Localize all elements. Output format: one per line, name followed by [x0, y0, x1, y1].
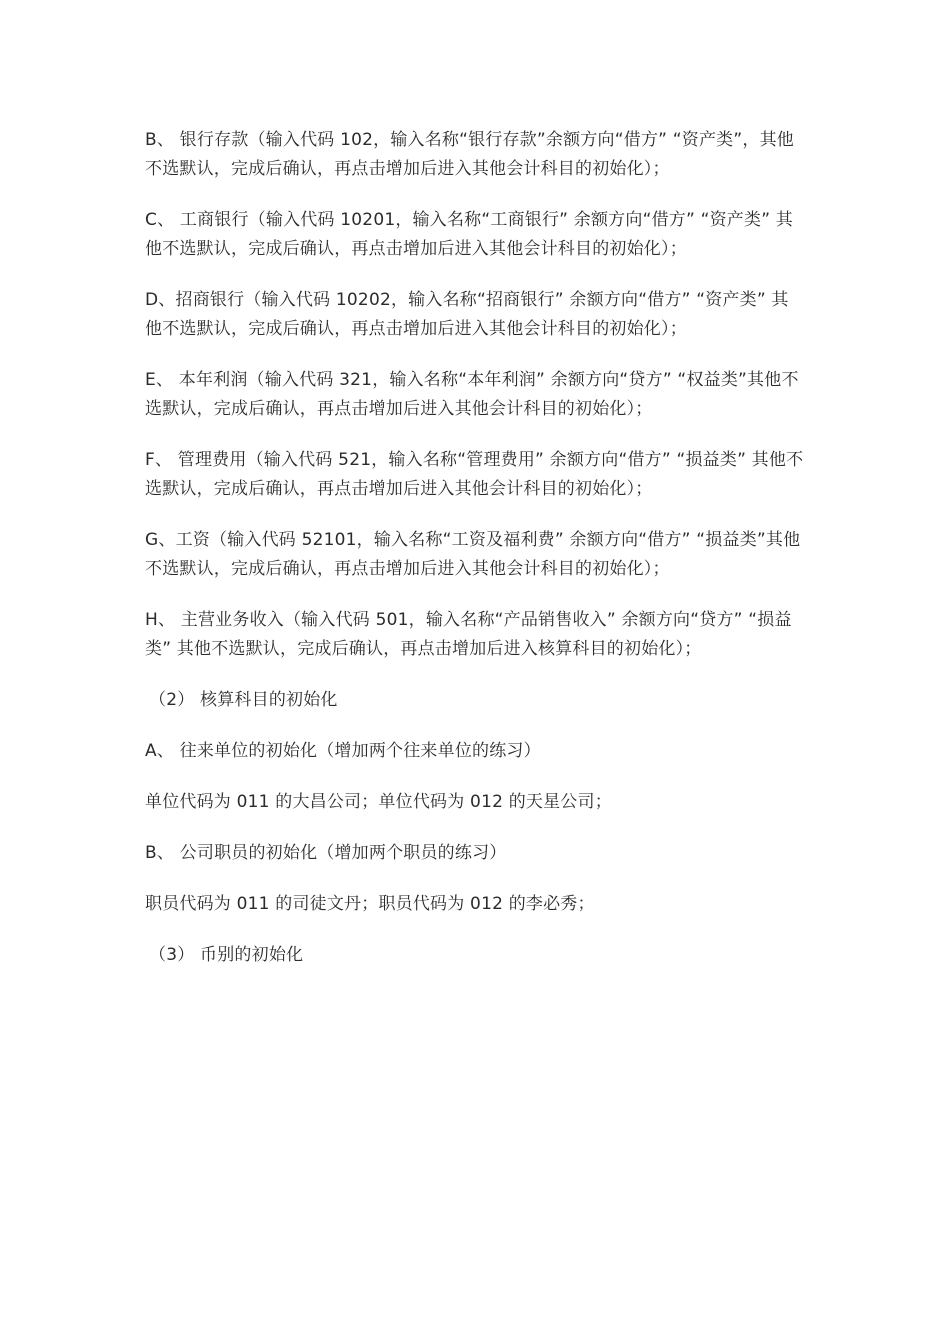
paragraph-partner-units-detail: 单位代码为 011 的大昌公司；单位代码为 012 的天星公司； — [145, 792, 612, 812]
document-body — [145, 126, 805, 970]
section-heading-accounting-items: （2） 核算科目的初始化 — [149, 690, 338, 710]
paragraph-icbc: C、 工商银行（输入代码 10201，输入名称“工商银行” 余额方向“借方” “资产类” 其他不选默认，完成后确认，再点击增加后进入其他会计科目的初始化）； — [145, 210, 794, 259]
paragraph-main-revenue: H、 主营业务收入（输入代码 501，输入名称“产品销售收入” 余额方向“贷方” “损益类” 其他不选默认，完成后确认，再点击增加后进入核算科目的初始化）； — [145, 610, 792, 659]
paragraph-company-staff-detail: 职员代码为 011 的司徒文丹；职员代码为 012 的李必秀； — [145, 894, 595, 914]
paragraph-wages: G、工资（输入代码 52101，输入名称“工资及福利费” 余额方向“借方” “损益类”其他不选默认，完成后确认，再点击增加后进入其他会计科目的初始化）； — [145, 530, 801, 579]
paragraph-current-year-profit: E、 本年利润（输入代码 321，输入名称“本年利润” 余额方向“贷方” “权益类”其他不选默认，完成后确认，再点击增加后进入其他会计科目的初始化）； — [145, 370, 799, 419]
paragraph-admin-expense: F、 管理费用（输入代码 521，输入名称“管理费用” 余额方向“借方” “损益类” 其他不选默认，完成后确认，再点击增加后进入其他会计科目的初始化）； — [145, 450, 804, 499]
paragraph-company-staff: B、 公司职员的初始化（增加两个职员的练习） — [145, 843, 507, 863]
paragraph-partner-units: A、 往来单位的初始化（增加两个往来单位的练习） — [145, 741, 541, 761]
paragraph-cmb: D、招商银行（输入代码 10202，输入名称“招商银行” 余额方向“借方” “资产类” 其他不选默认，完成后确认，再点击增加后进入其他会计科目的初始化）； — [145, 290, 789, 339]
section-heading-currency: （3） 币别的初始化 — [149, 945, 304, 965]
paragraph-bank-deposit: B、 银行存款（输入代码 102，输入名称“银行存款”余额方向“借方” “资产类”，其他不选默认，完成后确认，再点击增加后进入其他会计科目的初始化）； — [145, 130, 794, 179]
